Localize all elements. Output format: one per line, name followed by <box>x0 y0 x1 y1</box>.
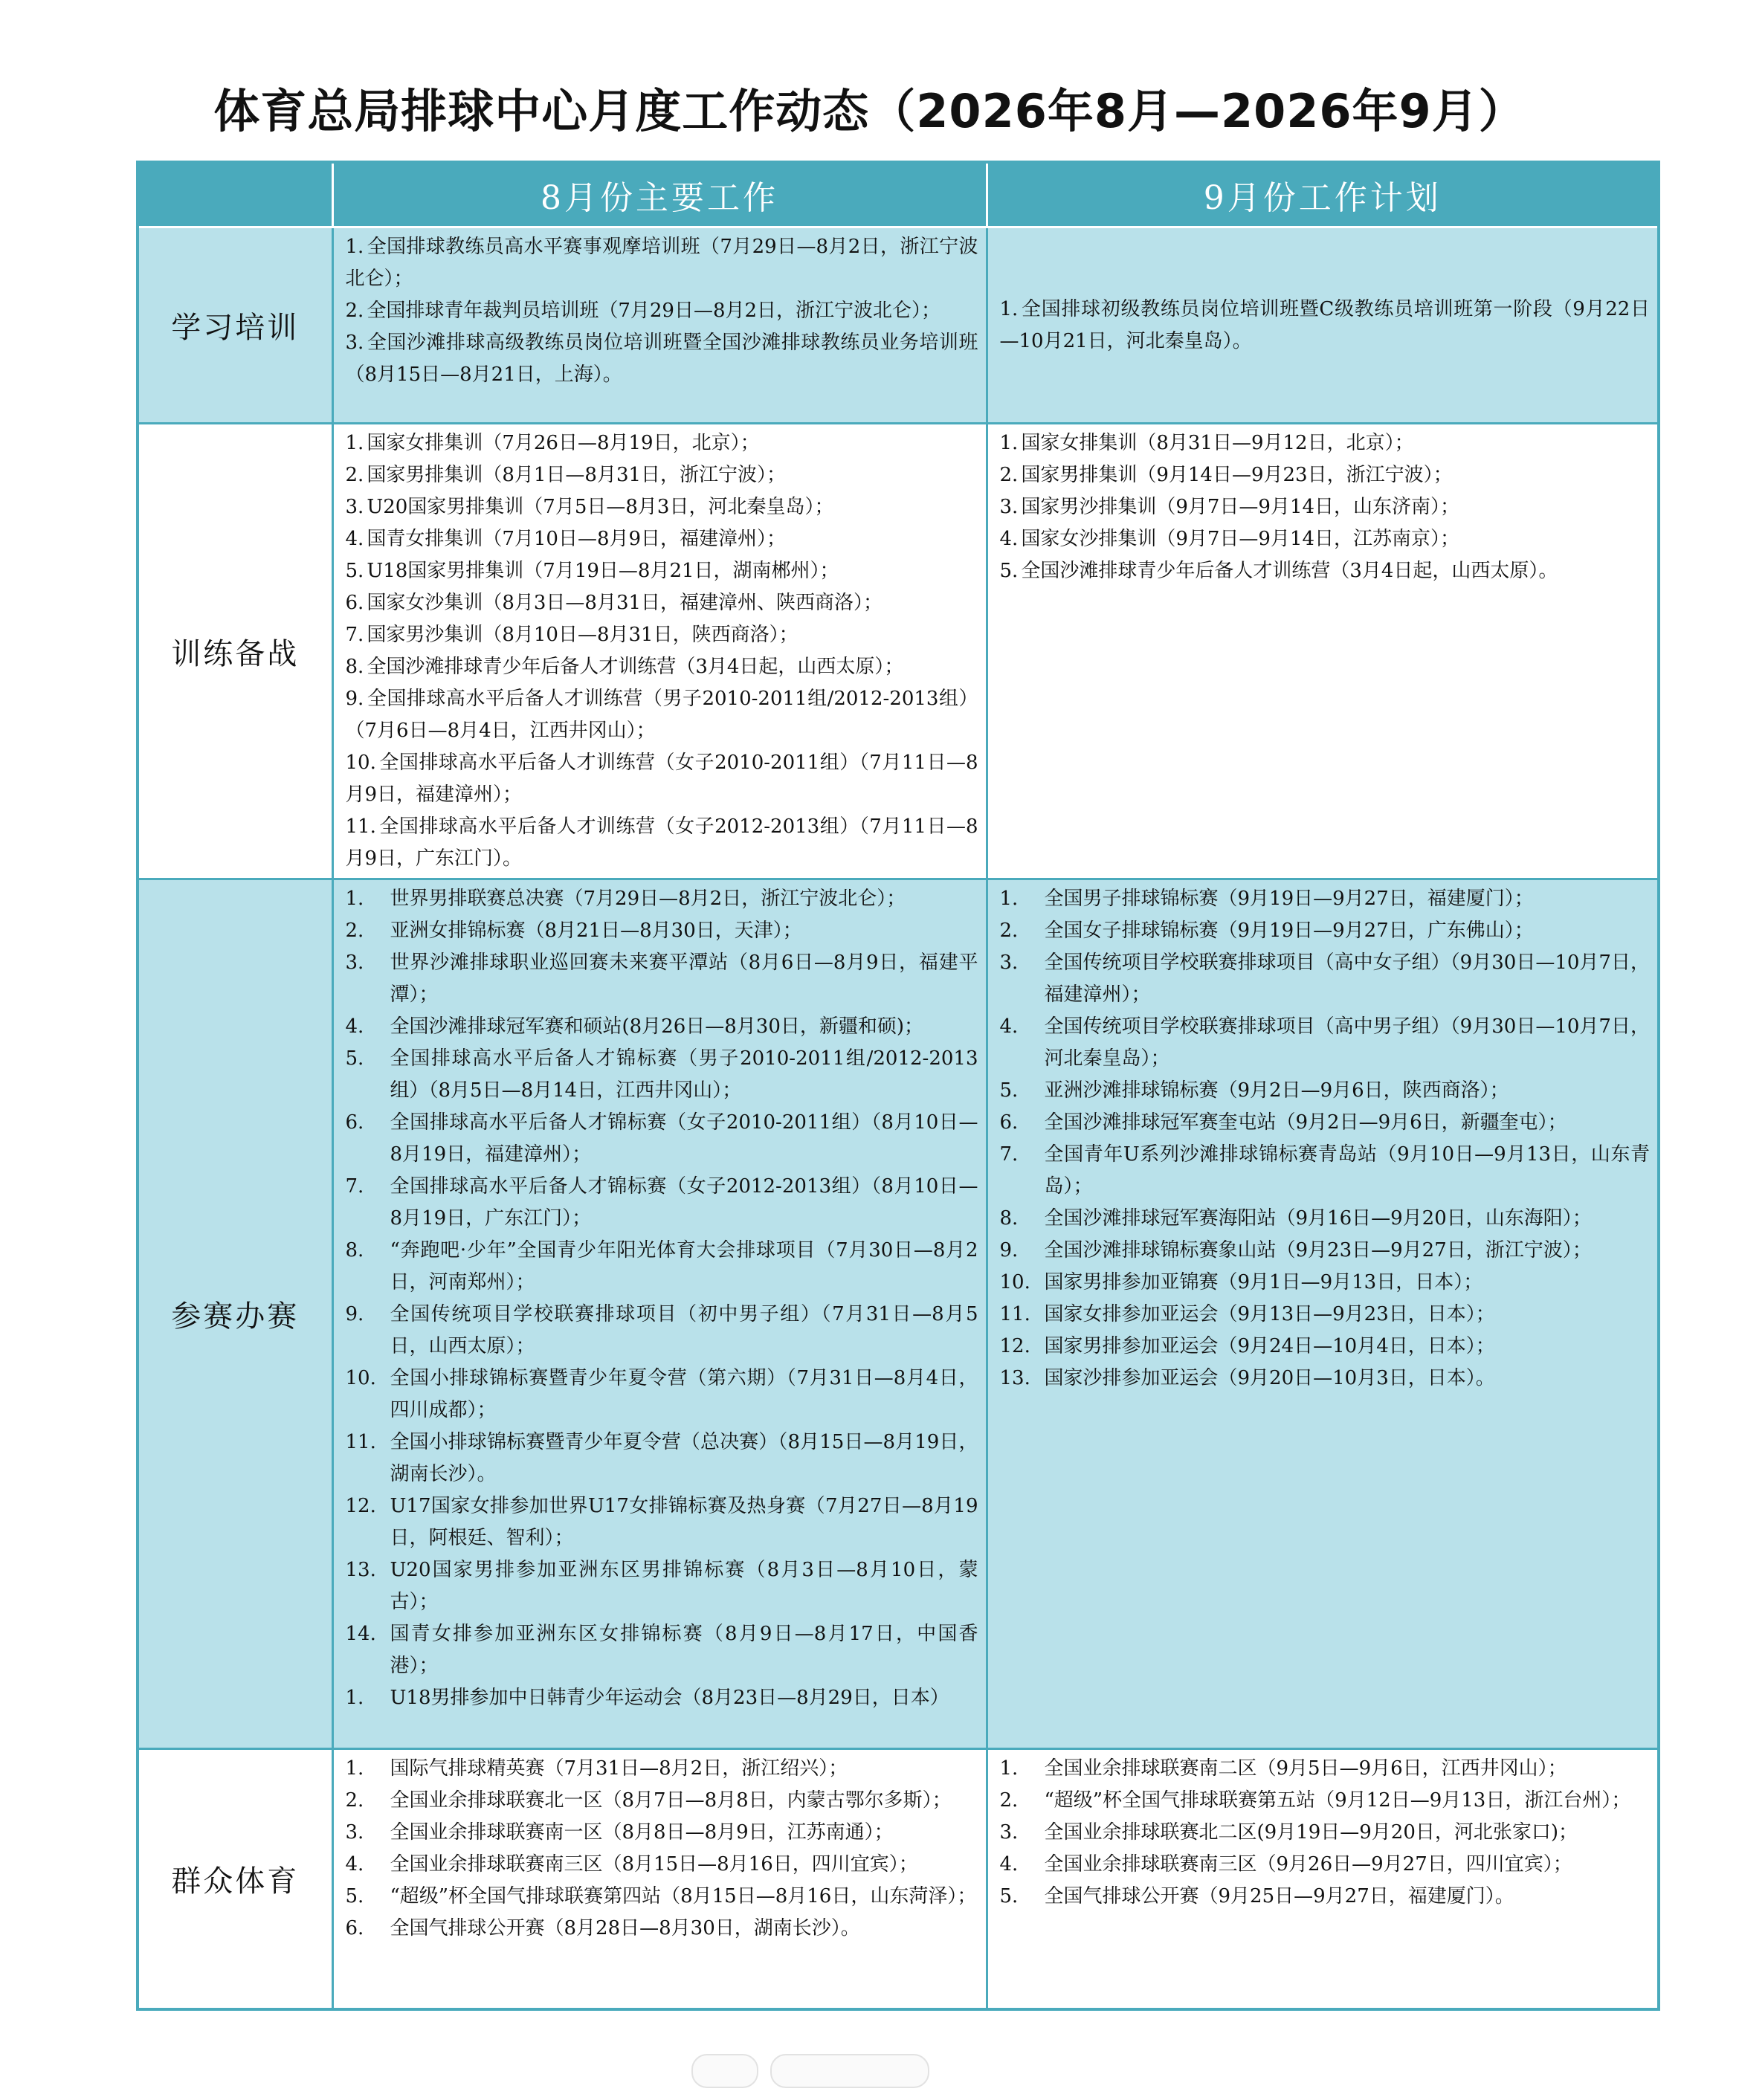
item-number: 4. <box>345 528 364 550</box>
item-text: 国家男排集训（8月1日—8月31日，浙江宁波）； <box>367 464 787 486</box>
item-number: 10. <box>345 752 376 774</box>
item-list <box>346 1753 978 1945</box>
item-text: 世界沙滩排球职业巡回赛未来赛平潭站（8月6日—8月9日，福建平潭）； <box>390 952 978 1006</box>
list-item <box>346 883 978 915</box>
list-item <box>346 1817 978 1849</box>
item-number: 13. <box>999 1367 1030 1389</box>
item-text: 国家女排参加亚运会（9月13日—9月23日，日本）； <box>1044 1303 1495 1325</box>
list-item <box>346 1299 978 1363</box>
list-item <box>346 1881 978 1913</box>
table-header-row <box>138 162 1659 227</box>
item-text: 全国沙滩排球锦标赛象山站（9月23日—9月27日，浙江宁波）； <box>1044 1239 1592 1261</box>
list-item <box>346 811 978 875</box>
item-list <box>1000 294 1651 358</box>
item-number: 4. <box>345 1853 364 1876</box>
page-indicator-pill <box>691 2054 758 2088</box>
item-number: 9. <box>345 1303 364 1325</box>
item-number: 3. <box>999 952 1019 974</box>
list-item <box>346 1753 978 1785</box>
item-number: 3. <box>345 952 364 974</box>
item-number: 10. <box>999 1271 1030 1293</box>
item-text: 国家男沙集训（8月10日—8月31日，陕西商洛）； <box>367 624 798 646</box>
list-item <box>1000 1139 1651 1203</box>
item-number: 2. <box>345 920 364 942</box>
list-item <box>346 491 978 523</box>
item-text: “超级”杯全国气排球联赛第五站（9月12日—9月13日，浙江台州）； <box>1044 1789 1631 1812</box>
item-text: 国家女沙排集训（9月7日—9月14日，江苏南京）； <box>1021 528 1460 550</box>
item-text: 国家男沙排集训（9月7日—9月14日，山东济南）； <box>1021 496 1460 518</box>
item-number: 7. <box>345 624 364 646</box>
item-text: “奔跑吧·少年”全国青少年阳光体育大会排球项目（7月30日—8月2日，河南郑州）； <box>390 1239 978 1293</box>
item-number: 9. <box>345 688 364 710</box>
item-number: 4. <box>999 1853 1019 1876</box>
category-cell: 群众体育 <box>138 1749 332 2009</box>
row-training-preparation <box>138 424 1659 879</box>
row-competitions <box>138 879 1659 1749</box>
item-number: 4. <box>999 1015 1019 1038</box>
item-text: 国青女排参加亚洲东区女排锦标赛（8月9日—8月17日，中国香港）； <box>390 1623 978 1677</box>
item-number: 5. <box>999 560 1019 582</box>
september-cell <box>987 1749 1659 2009</box>
list-item <box>346 327 978 391</box>
list-item <box>1000 1785 1651 1817</box>
item-text: 全国沙滩排球青少年后备人才训练营（3月4日起，山西太原）； <box>367 656 904 678</box>
item-text: 全国排球青年裁判员培训班（7月29日—8月2日，浙江宁波北仑）； <box>367 300 941 322</box>
item-list <box>346 231 978 391</box>
item-list <box>346 427 978 875</box>
list-item <box>346 1913 978 1945</box>
list-item <box>346 683 978 747</box>
list-item <box>346 427 978 459</box>
category-cell: 参赛办赛 <box>138 879 332 1749</box>
category-cell: 训练备战 <box>138 424 332 879</box>
list-item <box>1000 1331 1651 1363</box>
september-cell <box>987 879 1659 1749</box>
item-number: 1. <box>999 432 1019 454</box>
list-item <box>1000 1817 1651 1849</box>
item-text: 全国沙滩排球高级教练员岗位培训班暨全国沙滩排球教练员业务培训班（8月15日—8月21日，上海）。 <box>345 332 978 386</box>
list-item <box>1000 1203 1651 1235</box>
item-text: 国青女排集训（7月10日—8月9日，福建漳州）； <box>367 528 787 550</box>
list-item <box>1000 491 1651 523</box>
list-item <box>346 619 978 651</box>
item-number: 12. <box>999 1335 1030 1357</box>
list-item <box>1000 915 1651 947</box>
item-number: 1. <box>345 888 364 910</box>
item-number: 1. <box>345 1687 364 1709</box>
item-text: 国家男排参加亚锦赛（9月1日—9月13日，日本）； <box>1044 1271 1483 1293</box>
item-text: 全国排球教练员高水平赛事观摩培训班（7月29日—8月2日，浙江宁波北仑）； <box>345 236 978 290</box>
list-item <box>346 1043 978 1107</box>
item-number: 2. <box>999 464 1019 486</box>
item-number: 5. <box>345 560 364 582</box>
list-item <box>1000 883 1651 915</box>
list-item <box>1000 294 1651 358</box>
item-list <box>1000 883 1651 1395</box>
item-number: 6. <box>345 1917 364 1939</box>
list-item <box>346 523 978 555</box>
item-number: 9. <box>999 1239 1019 1261</box>
list-item <box>1000 555 1651 587</box>
item-number: 3. <box>345 1821 364 1844</box>
item-number: 11. <box>999 1303 1030 1325</box>
list-item <box>346 1554 978 1618</box>
work-schedule-table <box>136 161 1660 2011</box>
row-mass-sports <box>138 1749 1659 2009</box>
september-cell <box>987 227 1659 424</box>
row-study-training <box>138 227 1659 424</box>
item-number: 2. <box>999 1789 1019 1812</box>
item-number: 1. <box>999 1757 1019 1780</box>
item-number: 1. <box>345 236 364 258</box>
item-text: 全国业余排球联赛南三区（9月26日—9月27日，四川宜宾）； <box>1044 1853 1572 1876</box>
list-item <box>1000 1267 1651 1299</box>
item-number: 2. <box>345 464 364 486</box>
item-text: 全国业余排球联赛北一区（8月7日—8月8日，内蒙古鄂尔多斯）； <box>390 1789 952 1812</box>
item-text: 全国传统项目学校联赛排球项目（高中男子组）（9月30日—10月7日，河北秦皇岛）； <box>1044 1015 1650 1070</box>
item-text: U17国家女排参加世界U17女排锦标赛及热身赛（7月27日—8月19日，阿根廷、智利）； <box>390 1495 978 1549</box>
item-text: 全国沙滩排球冠军赛和硕站(8月26日—8月30日，新疆和硕)； <box>390 1015 924 1038</box>
item-text: 国家沙排参加亚运会（9月20日—10月3日，日本）。 <box>1044 1367 1495 1389</box>
item-text: 国家男排参加亚运会（9月24日—10月4日，日本）； <box>1044 1335 1495 1357</box>
list-item <box>346 1849 978 1881</box>
item-number: 3. <box>345 332 364 354</box>
item-number: 7. <box>999 1143 1019 1166</box>
item-text: 全国沙滩排球冠军赛海阳站（9月16日—9月20日，山东海阳）； <box>1044 1207 1592 1230</box>
item-number: 3. <box>999 1821 1019 1844</box>
item-number: 1. <box>345 432 364 454</box>
item-list <box>1000 427 1651 587</box>
list-item <box>1000 1881 1651 1913</box>
item-number: 4. <box>345 1015 364 1038</box>
item-text: 国家女排集训（7月26日—8月19日，北京）； <box>367 432 760 454</box>
list-item <box>346 747 978 811</box>
item-text: 全国业余排球联赛南一区（8月8日—8月9日，江苏南通）； <box>390 1821 894 1844</box>
list-item <box>346 1011 978 1043</box>
august-cell <box>332 879 987 1749</box>
item-number: 5. <box>999 1079 1019 1102</box>
item-text: U20国家男排集训（7月5日—8月3日，河北秦皇岛）； <box>367 496 834 518</box>
list-item <box>346 651 978 683</box>
list-item <box>346 231 978 295</box>
item-number: 3. <box>345 496 364 518</box>
list-item <box>1000 1363 1651 1395</box>
header-september: 9月份工作计划 <box>987 162 1659 227</box>
item-number: 11. <box>345 1431 376 1453</box>
item-number: 14. <box>345 1623 376 1645</box>
item-number: 1. <box>999 888 1019 910</box>
item-number: 6. <box>999 1111 1019 1134</box>
item-number: 5. <box>345 1047 364 1070</box>
item-text: 全国业余排球联赛北二区(9月19日—9月20日，河北张家口)； <box>1044 1821 1578 1844</box>
list-item <box>1000 1011 1651 1075</box>
item-list <box>1000 1753 1651 1913</box>
list-item <box>346 1107 978 1171</box>
item-text: 全国传统项目学校联赛排球项目（初中男子组）（7月31日—8月5日，山西太原）； <box>390 1303 978 1357</box>
item-number: 8. <box>345 656 364 678</box>
item-number: 6. <box>345 592 364 614</box>
list-item <box>1000 1849 1651 1881</box>
list-item <box>346 459 978 491</box>
list-item <box>1000 427 1651 459</box>
list-item <box>346 587 978 619</box>
item-text: 全国排球高水平后备人才锦标赛（女子2010-2011组）（8月10日—8月19日，福建漳州）； <box>390 1111 978 1166</box>
item-text: 国家女沙集训（8月3日—8月31日，福建漳州、陕西商洛）； <box>367 592 883 614</box>
item-text: 全国青年U系列沙滩排球锦标赛青岛站（9月10日—9月13日，山东青岛）； <box>1044 1143 1650 1198</box>
list-item <box>346 947 978 1011</box>
item-text: 全国沙滩排球青少年后备人才训练营（3月4日起，山西太原）。 <box>1021 560 1558 582</box>
header-august: 8月份主要工作 <box>332 162 987 227</box>
item-number: 7. <box>345 1175 364 1198</box>
list-item <box>346 1363 978 1427</box>
list-item <box>346 1171 978 1235</box>
august-cell <box>332 424 987 879</box>
item-text: 全国排球高水平后备人才训练营（女子2012-2013组）（7月11日—8月9日，广东江门）。 <box>345 815 978 870</box>
list-item <box>1000 1107 1651 1139</box>
item-text: 全国气排球公开赛（8月28日—8月30日，湖南长沙）。 <box>390 1917 860 1939</box>
item-number: 12. <box>345 1495 376 1517</box>
item-text: 全国小排球锦标赛暨青少年夏令营（第六期）（7月31日—8月4日，四川成都）； <box>390 1367 978 1421</box>
list-item <box>1000 459 1651 491</box>
item-number: 10. <box>345 1367 376 1389</box>
page-indicator-pill <box>770 2054 929 2088</box>
list-item <box>1000 523 1651 555</box>
item-number: 3. <box>999 496 1019 518</box>
item-text: 亚洲沙滩排球锦标赛（9月2日—9月6日，陕西商洛）； <box>1044 1079 1509 1102</box>
item-text: 全国排球初级教练员岗位培训班暨C级教练员培训班第一阶段（9月22日—10月21日，河北秦皇岛）。 <box>999 297 1650 352</box>
item-text: 全国排球高水平后备人才训练营（男子2010-2011组/2012-2013组）（7月6日—8月4日，江西井冈山）； <box>345 688 978 742</box>
item-number: 8. <box>345 1239 364 1261</box>
list-item <box>346 1618 978 1682</box>
list-item <box>346 555 978 587</box>
item-number: 5. <box>345 1885 364 1907</box>
page-title: 体育总局排球中心月度工作动态（2026年8月—2026年9月） <box>213 84 1526 138</box>
item-text: 全国沙滩排球冠军赛奎屯站（9月2日—9月6日，新疆奎屯）； <box>1044 1111 1567 1134</box>
header-category <box>138 162 332 227</box>
list-item <box>346 1682 978 1714</box>
item-number: 2. <box>345 300 364 322</box>
item-text: 国家女排集训（8月31日—9月12日，北京）； <box>1021 432 1414 454</box>
category-cell: 学习培训 <box>138 227 332 424</box>
list-item <box>1000 1235 1651 1267</box>
item-number: 2. <box>999 920 1019 942</box>
item-text: 亚洲女排锦标赛（8月21日—8月30日，天津）； <box>390 920 802 942</box>
item-number: 11. <box>345 815 376 838</box>
august-cell <box>332 227 987 424</box>
item-number: 4. <box>999 528 1019 550</box>
item-text: U18男排参加中日韩青少年运动会（8月23日—8月29日，日本） <box>390 1687 949 1709</box>
item-number: 1. <box>999 297 1019 320</box>
list-item <box>346 1785 978 1817</box>
item-text: 全国排球高水平后备人才锦标赛（男子2010-2011组/2012-2013组）（8月5日—8月14日，江西井冈山）； <box>390 1047 978 1102</box>
item-text: “超级”杯全国气排球联赛第四站（8月15日—8月16日，山东菏泽）； <box>390 1885 977 1907</box>
item-text: 全国排球高水平后备人才训练营（女子2010-2011组）（7月11日—8月9日，福建漳州）； <box>345 752 978 806</box>
item-text: 全国女子排球锦标赛（9月19日—9月27日，广东佛山）； <box>1044 920 1534 942</box>
item-text: 全国业余排球联赛南二区（9月5日—9月6日，江西井冈山）； <box>1044 1757 1567 1780</box>
item-number: 6. <box>345 1111 364 1134</box>
item-text: 国家男排集训（9月14日—9月23日，浙江宁波）； <box>1021 464 1453 486</box>
september-cell <box>987 424 1659 879</box>
item-number: 8. <box>999 1207 1019 1230</box>
item-number: 1. <box>345 1757 364 1780</box>
item-list <box>346 883 978 1714</box>
item-text: 全国排球高水平后备人才锦标赛（女子2012-2013组）（8月10日—8月19日，广东江门）； <box>390 1175 978 1230</box>
item-text: U18国家男排集训（7月19日—8月21日，湖南郴州）； <box>367 560 839 582</box>
list-item <box>346 1427 978 1490</box>
item-number: 13. <box>345 1559 376 1581</box>
list-item <box>1000 947 1651 1011</box>
list-item <box>346 295 978 327</box>
list-item <box>346 915 978 947</box>
item-text: 全国气排球公开赛（9月25日—9月27日，福建厦门）。 <box>1044 1885 1514 1907</box>
list-item <box>1000 1299 1651 1331</box>
item-number: 2. <box>345 1789 364 1812</box>
item-text: U20国家男排参加亚洲东区男排锦标赛（8月3日—8月10日，蒙古）； <box>390 1559 978 1613</box>
item-text: 世界男排联赛总决赛（7月29日—8月2日，浙江宁波北仑）； <box>390 888 906 910</box>
list-item <box>1000 1753 1651 1785</box>
item-text: 国际气排球精英赛（7月31日—8月2日，浙江绍兴）； <box>390 1757 848 1780</box>
item-text: 全国小排球锦标赛暨青少年夏令营（总决赛）（8月15日—8月19日，湖南长沙）。 <box>390 1431 978 1485</box>
item-text: 全国传统项目学校联赛排球项目（高中女子组）（9月30日—10月7日，福建漳州）； <box>1044 952 1650 1006</box>
item-number: 5. <box>999 1885 1019 1907</box>
item-text: 全国男子排球锦标赛（9月19日—9月27日，福建厦门）； <box>1044 888 1534 910</box>
list-item <box>346 1490 978 1554</box>
list-item <box>346 1235 978 1299</box>
august-cell <box>332 1749 987 2009</box>
item-text: 全国业余排球联赛南三区（8月15日—8月16日，四川宜宾）； <box>390 1853 918 1876</box>
list-item <box>1000 1075 1651 1107</box>
